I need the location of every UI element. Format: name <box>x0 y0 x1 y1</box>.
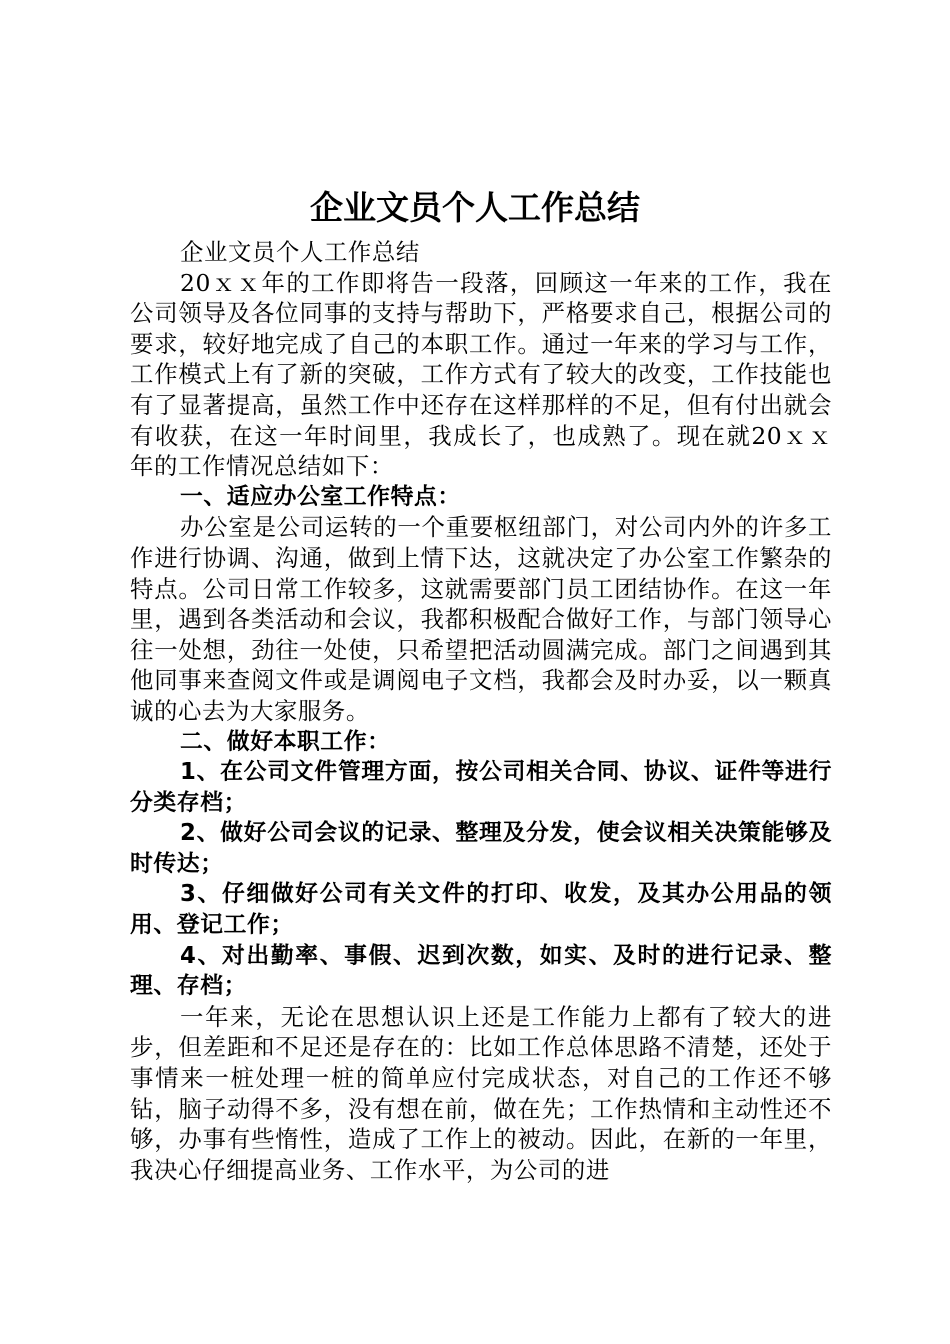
document-title: 企业文员个人工作总结 <box>310 188 640 227</box>
duty-item-3: 3、仔细做好公司有关文件的打印、收发，及其办公用品的领用、登记工作； <box>130 881 832 939</box>
document-body <box>130 237 832 1185</box>
reflection-paragraph: 一年来，无论在思想认识上还是工作能力上都有了较大的进步，但差距和不足还是存在的：比如工作总体思路不清楚，还处于事情来一桩处理一桩的简单应付完成状态，对自己的工作还不够钻，脑子动得不多，没有想在前，做在先；工作热情和主动性还不够，办事有些惰性，造成了工作上的被动。因此，在新的一年里，我决心仔细提高业务、工作水平，为公司的进 <box>130 1002 832 1184</box>
intro-paragraph: 20ｘｘ年的工作即将告一段落，回顾这一年来的工作，我在公司领导及各位同事的支持与帮助下，严格要求自己，根据公司的要求，较好地完成了自己的本职工作。通过一年来的学习与工作，工作模式上有了新的突破，工作方式有了较大的改变，工作技能也有了显著提高，虽然工作中还存在这样那样的不足，但有付出就会有收获，在这一年时间里，我成长了，也成熟了。现在就20ｘｘ年的工作情况总结如下： <box>130 268 832 481</box>
duty-item-2: 2、做好公司会议的记录、整理及分发，使会议相关决策能够及时传达； <box>130 820 832 877</box>
section-heading-1: 一、适应办公室工作特点： <box>180 483 461 510</box>
section-1-paragraph: 办公室是公司运转的一个重要枢纽部门，对公司内外的许多工作进行协调、沟通，做到上情下达，这就决定了办公室工作繁杂的特点。公司日常工作较多，这就需要部门员工团结协作。在这一年里，遇到各类活动和会议，我都积极配合做好工作，与部门领导心往一处想，劲往一处使，只希望把活动圆满完成。部门之间遇到其他同事来查阅文件或是调阅电子文档，我都会及时办妥，以一颗真诚的心去为大家服务。 <box>130 513 832 725</box>
duty-item-1: 1、在公司文件管理方面，按公司相关合同、协议、证件等进行分类存档； <box>130 759 832 816</box>
section-heading-2: 二、做好本职工作： <box>180 728 391 755</box>
subtitle-paragraph: 企业文员个人工作总结 <box>180 238 420 266</box>
duty-item-4: 4、对出勤率、事假、迟到次数，如实、及时的进行记录、整理、存档； <box>130 942 832 1000</box>
